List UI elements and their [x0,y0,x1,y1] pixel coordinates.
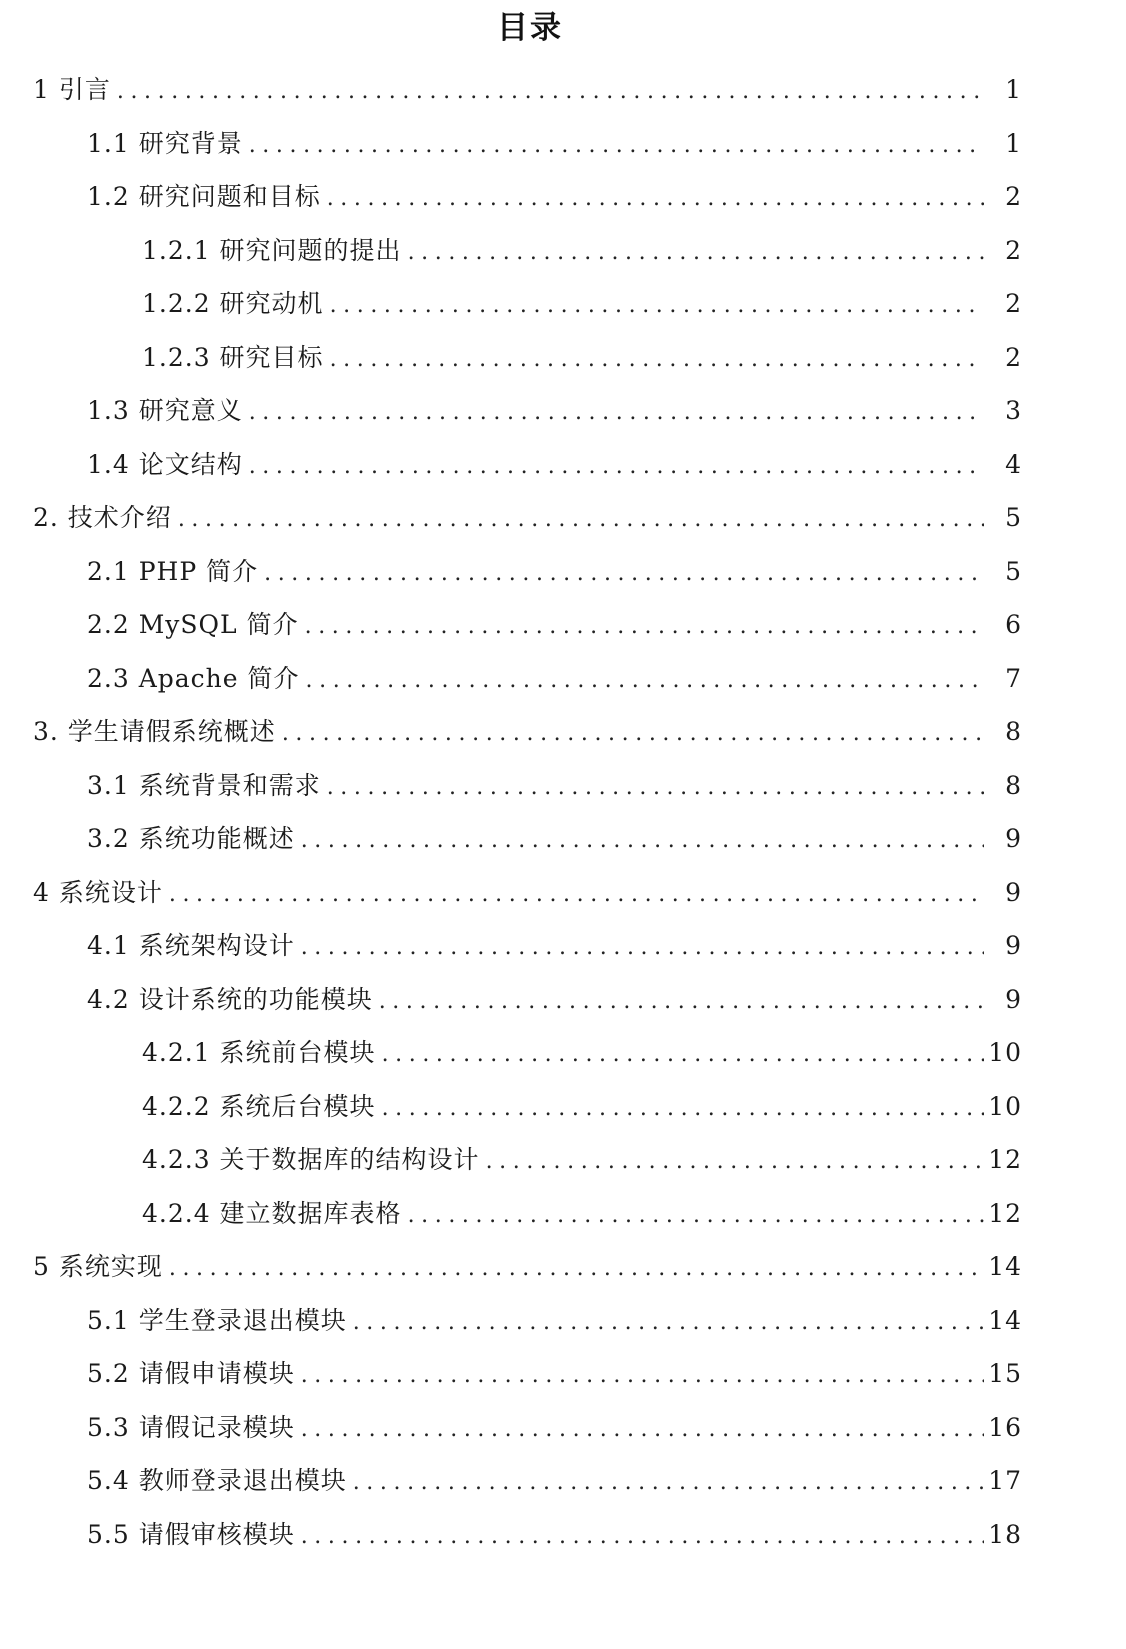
toc-entry-2-2[interactable] [0,598,1022,652]
toc-entry-page: 18 [988,1519,1022,1549]
dot-leader [408,1189,984,1243]
toc-entry-text: 4.1 系统架构设计 [87,931,295,960]
dot-leader [382,1082,984,1136]
toc-entry-text: 4.2.1 系统前台模块 [142,1038,376,1067]
toc-entry-page: 9 [1005,824,1022,853]
dot-leader [379,975,984,1029]
toc-entry-1-2-3[interactable] [0,331,1022,385]
dot-leader [353,1456,984,1510]
toc-entry-2[interactable] [0,491,1022,545]
toc-entry-text: 1.2 研究问题和目标 [87,182,321,211]
toc-entry-page: 2 [1005,342,1022,372]
toc-entry-text: 1.2.1 研究问题的提出 [142,235,402,265]
toc-entry-page: 7 [1005,663,1022,693]
toc-entry-text: 4.2.3 关于数据库的结构设计 [142,1145,480,1174]
toc-entry-3-2[interactable] [0,812,1022,866]
dot-leader [264,547,984,601]
dot-leader [301,1403,984,1457]
toc-entry-page: 2 [1005,235,1022,265]
dot-leader [486,1135,984,1189]
toc-entry-1-3[interactable] [0,384,1022,438]
toc-entry-2-1[interactable] [0,545,1022,599]
toc-entry-4-1[interactable] [0,919,1022,973]
toc-entry-text: 5.5 请假审核模块 [87,1519,295,1549]
toc-entry-page: 12 [988,1145,1022,1174]
toc-entry-page: 6 [1005,610,1022,639]
toc-entry-text: 2.1 PHP 简介 [87,556,259,586]
toc-entry-4-2-4[interactable] [0,1187,1022,1241]
toc-list [0,63,1126,1561]
dot-leader [306,654,984,708]
toc-entry-4-2-3[interactable] [0,1133,1022,1187]
toc-entry-text: 5.2 请假申请模块 [87,1359,295,1388]
dot-leader [249,119,984,173]
toc-entry-text: 4.2 设计系统的功能模块 [87,984,373,1014]
dot-leader [330,333,984,387]
toc-entry-text: 5.3 请假记录模块 [87,1412,295,1442]
toc-entry-text: 4.2.2 系统后台模块 [142,1091,376,1121]
toc-entry-page: 15 [988,1359,1022,1388]
toc-entry-4-2[interactable] [0,973,1022,1027]
toc-entry-page: 3 [1005,396,1022,425]
toc-entry-page: 9 [1005,877,1022,907]
toc-entry-page: 5 [1005,556,1022,586]
toc-entry-page: 9 [1005,984,1022,1014]
toc-entry-2-3[interactable] [0,652,1022,706]
toc-entry-page: 2 [1005,182,1022,211]
toc-entry-text: 5 系统实现 [33,1252,163,1281]
toc-entry-text: 4.2.4 建立数据库表格 [142,1198,402,1228]
toc-entry-page: 10 [988,1091,1022,1121]
toc-entry-1-2[interactable] [0,170,1022,224]
toc-entry-page: 5 [1005,503,1022,532]
toc-entry-text: 3.1 系统背景和需求 [87,770,321,800]
toc-entry-5-4[interactable] [0,1454,1022,1508]
toc-entry-text: 3. 学生请假系统概述 [33,717,276,746]
toc-entry-text: 2. 技术介绍 [33,503,172,532]
dot-leader [327,172,984,226]
dot-leader [301,921,984,975]
toc-entry-1-4[interactable] [0,438,1022,492]
toc-entry-page: 9 [1005,931,1022,960]
dot-leader [301,1349,984,1403]
toc-entry-page: 17 [988,1466,1022,1495]
toc-entry-page: 10 [988,1038,1022,1067]
dot-leader [305,600,984,654]
dot-leader [117,65,984,119]
dot-leader [249,440,984,494]
toc-entry-page: 4 [1005,449,1022,479]
dot-leader [249,386,984,440]
toc-entry-text: 3.2 系统功能概述 [87,824,295,853]
toc-entry-page: 12 [988,1198,1022,1228]
toc-entry-text: 4 系统设计 [33,877,163,907]
toc-entry-text: 1.2.2 研究动机 [142,289,324,318]
dot-leader [353,1296,984,1350]
toc-entry-text: 2.3 Apache 简介 [87,663,300,693]
dot-leader [327,761,984,815]
toc-entry-4-2-2[interactable] [0,1080,1022,1134]
toc-entry-text: 1 引言 [33,75,111,104]
dot-leader [169,1242,984,1296]
toc-entry-page: 1 [1005,128,1022,158]
toc-entry-5-2[interactable] [0,1347,1022,1401]
toc-entry-1[interactable] [0,63,1022,117]
toc-entry-5[interactable] [0,1240,1022,1294]
toc-entry-3-1[interactable] [0,759,1022,813]
toc-entry-page: 8 [1005,770,1022,800]
toc-entry-1-2-2[interactable] [0,277,1022,331]
dot-leader [330,279,984,333]
toc-entry-page: 2 [1005,289,1022,318]
toc-entry-text: 5.1 学生登录退出模块 [87,1305,347,1335]
dot-leader [382,1028,984,1082]
toc-entry-5-5[interactable] [0,1508,1022,1562]
toc-entry-page: 8 [1005,717,1022,746]
dot-leader [169,868,984,922]
page-title: 目录 [497,10,563,46]
dot-leader [408,226,984,280]
dot-leader [301,814,984,868]
toc-entry-text: 1.3 研究意义 [87,396,243,425]
toc-entry-5-3[interactable] [0,1401,1022,1455]
toc-entry-1-1[interactable] [0,117,1022,171]
toc-entry-text: 1.4 论文结构 [87,449,243,479]
toc-entry-5-1[interactable] [0,1294,1022,1348]
toc-entry-page: 14 [988,1305,1022,1335]
toc-entry-1-2-1[interactable] [0,224,1022,278]
dot-leader [301,1510,984,1564]
toc-entry-page: 16 [988,1412,1022,1442]
toc-entry-text: 5.4 教师登录退出模块 [87,1466,347,1495]
toc-entry-4[interactable] [0,866,1022,920]
toc-entry-text: 1.2.3 研究目标 [142,342,324,372]
dot-leader [282,707,984,761]
toc-entry-page: 1 [1005,75,1022,104]
toc-entry-text: 1.1 研究背景 [87,128,243,158]
toc-entry-3[interactable] [0,705,1022,759]
toc-entry-4-2-1[interactable] [0,1026,1022,1080]
toc-entry-text: 2.2 MySQL 简介 [87,610,299,639]
dot-leader [178,493,984,547]
toc-entry-page: 14 [988,1252,1022,1281]
